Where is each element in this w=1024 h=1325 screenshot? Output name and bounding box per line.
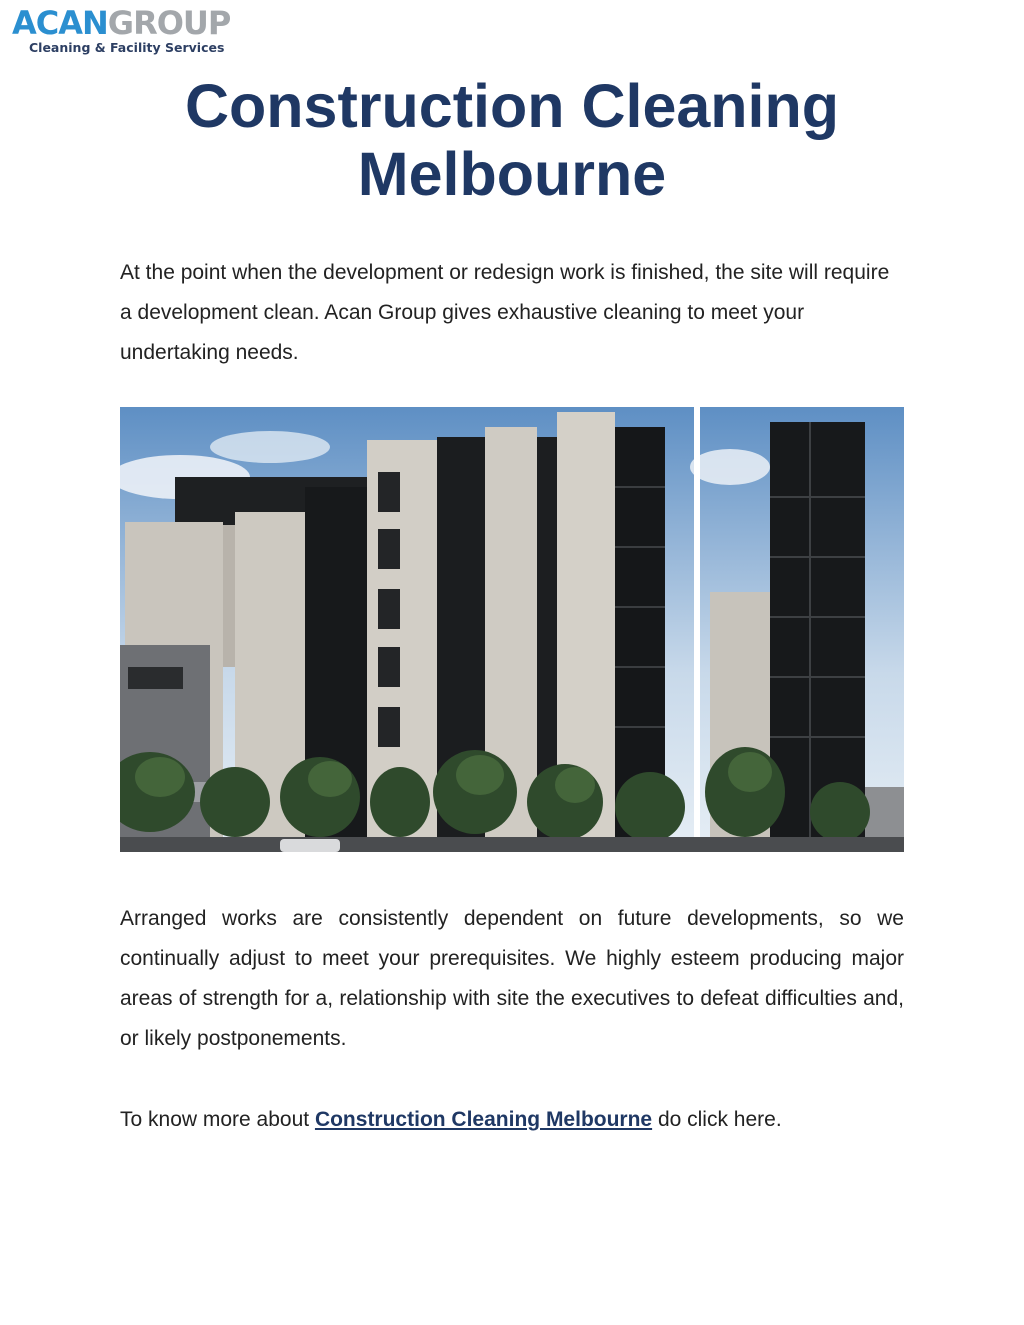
page-title: Construction Cleaning Melbourne [184,72,840,208]
construction-cleaning-link[interactable]: Construction Cleaning Melbourne [314,1108,653,1131]
intro-paragraph: At the point when the development or redesign work is finished, the site will require a development clean. Acan Group gives exhaustive cleaning to meet your undertaking needs. [120,261,890,364]
logo-brand-prefix: ACAN [12,4,108,42]
cta-suffix-text: do click here. [652,1108,782,1131]
company-logo [12,6,242,58]
logo-wordmark [12,6,230,40]
building-photo [120,407,904,852]
cta-paragraph [120,1100,904,1140]
body-paragraph: Arranged works are consistently dependent on future developments, so we continually adjust to meet your prerequisites. We highly esteem producing major areas of strength for a, relationship with site the executives to defeat difficulties and, or likely postponements. [120,907,904,1050]
logo-brand-suffix: GROUP [107,4,231,42]
cta-prefix-text: To know more about [120,1108,315,1131]
building-illustration [120,407,904,852]
logo-tagline: Cleaning & Facility Services [29,40,225,55]
